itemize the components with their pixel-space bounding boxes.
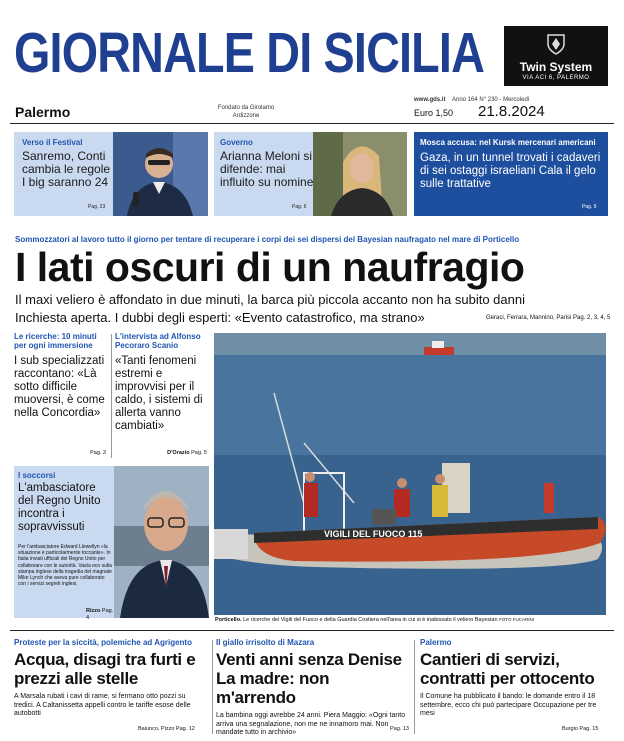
- boat-lettering: VIGILI DEL FUOCO 115: [324, 529, 423, 539]
- caption-text: Le ricerche dei Vigili del Fuoco e della Guardia Costiera nell'area in cui si è inabissato il veliero Bayesian: [243, 617, 498, 623]
- founded-note: Fondato da Girolamo Ardizzone: [217, 105, 275, 119]
- col-text: I sub specializzati raccontano: «Là sotto difficile muoversi, è come nella Concordia»: [14, 355, 105, 419]
- bottom-headline: Venti anni senza Denise La madre: non m'arrendo: [216, 650, 402, 707]
- bottom-kicker: Proteste per la siccità, polemiche ad Agrigento: [14, 638, 192, 647]
- main-kicker: Sommozzatori al lavoro tutto il giorno per tentare di recuperare i corpi dei sei dispersi del Bayesian naufragato nel mare di Porticello: [15, 235, 520, 244]
- soccorsi-box[interactable]: [14, 466, 114, 621]
- teaser-label: Verso il Festival: [22, 138, 83, 147]
- column-divider: [111, 334, 112, 458]
- divider: [10, 630, 614, 631]
- ad-brand: Twin System: [519, 60, 593, 74]
- teaser-text: Gaza, in un tunnel trovati i cadaveri di sei ostaggi israeliani Cala il gelo sulle trattative: [420, 152, 601, 190]
- issue-date: 21.8.2024: [478, 103, 545, 120]
- photo-politician: [313, 132, 407, 216]
- teaser-governo[interactable]: [214, 132, 313, 216]
- teaser-text: Arianna Meloni si difende: mai influito su nomine: [220, 149, 314, 189]
- price: Euro 1,50: [414, 108, 454, 118]
- soccorsi-label: I soccorsi: [18, 471, 56, 480]
- edition-city: Palermo: [15, 104, 71, 120]
- teaser-festival[interactable]: [14, 132, 113, 216]
- bottom-kicker: Il giallo irrisolto di Mazara: [216, 638, 315, 647]
- politician-photo-icon: [313, 132, 407, 216]
- photo-credit: FOTO FUCARINI: [499, 617, 534, 622]
- main-subheadline: Il maxi veliero è affondato in due minuti, la barca più piccola accanto non ha subito danni: [15, 292, 525, 307]
- bottom-story-denise[interactable]: [216, 638, 412, 736]
- col-page: Pag. 3: [90, 450, 106, 456]
- photo-ambassador: [114, 466, 209, 618]
- column-divider: [212, 640, 213, 734]
- col-byline: D'Orazio: [167, 450, 190, 456]
- divider: [10, 123, 614, 124]
- main-authors: Geraci, Ferrara, Mannino, Parisi Pag. 2, 3, 4, 5: [486, 315, 611, 321]
- teaser-page: Pag. 9: [582, 204, 597, 210]
- col-intervista[interactable]: [115, 332, 209, 462]
- photo-presenter: [113, 132, 208, 216]
- soccorsi-byline: Rizzo: [86, 608, 101, 614]
- main-subheadline-2: Inchiesta aperta. I dubbi degli esperti: «Evento catastrofico, ma strano»: [15, 310, 425, 325]
- bottom-headline: Acqua, disagi tra furti e prezzi alle stelle: [14, 650, 196, 688]
- col-label: Le ricerche: 10 minuti per ogni immersione: [14, 332, 97, 350]
- col-ricerche[interactable]: [14, 332, 108, 462]
- bottom-kicker: Palermo: [420, 638, 452, 647]
- column-divider: [414, 640, 415, 734]
- col-label: L'intervista ad Alfonso Pecoraro Scanio: [115, 332, 201, 350]
- caption-place: Porticello.: [215, 617, 242, 623]
- masthead-title: GIORNALE DI SICILIA: [14, 21, 485, 85]
- photo-caption: [215, 617, 534, 623]
- soccorsi-body: Per l'ambasciatore Edward Llewellyn «la situazione è particolarmente toccante». In Italia inviati ufficiali del Regno Unito per collaborare con le autorità. Vasta eco sulla stampa inglese della tragedia del magnate Mike Lynch che aveva pure collaborato con i servizi segreti inglesi.: [18, 544, 112, 588]
- col-page: Pag. 5: [191, 450, 207, 456]
- bottom-story-cantieri[interactable]: [420, 638, 610, 736]
- bottom-byline: Pag. 13: [390, 726, 409, 732]
- main-headline[interactable]: I lati oscuri di un naufragio: [15, 244, 525, 290]
- bottom-story-acqua[interactable]: [14, 638, 210, 736]
- bottom-text: A Marsala rubati i cavi di rame, si fermano otto pozzi su tredici. A Caltanissetta appelli contro le tariffe esose delle autobotti: [14, 693, 191, 717]
- rescue-boat-photo-icon: [214, 333, 606, 615]
- bottom-headline: Cantieri di servizi, contratti per ottocento: [420, 650, 595, 688]
- soccorsi-headline: L'ambasciatore del Regno Unito incontra i sopravvissuti: [18, 482, 101, 533]
- presenter-photo-icon: [113, 132, 208, 216]
- teaser-label: Governo: [220, 138, 253, 147]
- bottom-text: Il Comune ha pubblicato il bando: le domande entro il 18 settembre, ecco chi può partecipare Occupazione per tre mesi: [420, 693, 597, 717]
- advertisement[interactable]: [504, 26, 608, 86]
- issue-number: Anno 164 N° 230 - Mercoledì: [452, 97, 530, 103]
- teaser-page: Pag. 23: [88, 204, 106, 210]
- shield-logo-icon: [544, 32, 568, 56]
- bottom-byline: Burgio Pag. 15: [562, 726, 599, 732]
- teaser-label: Mosca accusa: nel Kursk mercenari americani: [420, 138, 596, 147]
- teaser-mosca[interactable]: [414, 132, 608, 216]
- website-link[interactable]: www.gds.it: [414, 97, 446, 103]
- main-photo: [214, 333, 606, 615]
- col-text: «Tanti fenomeni estremi e improvvisi per il caldo, i sistemi di allerta vanno cambiati»: [115, 355, 203, 432]
- ad-address: VIA ACI 6, PALERMO: [522, 75, 590, 81]
- bottom-text: La bambina oggi avrebbe 24 anni. Piera Maggio: «Ogni tanto arriva una segnalazione, non me ne innamoro mai. Non mandate tutto in archivio»: [216, 712, 406, 736]
- teaser-text: Sanremo, Conti cambia le regole I big saranno 24: [22, 149, 111, 189]
- teaser-page: Pag. 6: [292, 204, 307, 210]
- ambassador-photo-icon: [114, 466, 209, 618]
- soccorsi-page: Pag. 4: [86, 608, 114, 621]
- bottom-byline: Baiunco, Pizzo Pag. 12: [138, 726, 195, 732]
